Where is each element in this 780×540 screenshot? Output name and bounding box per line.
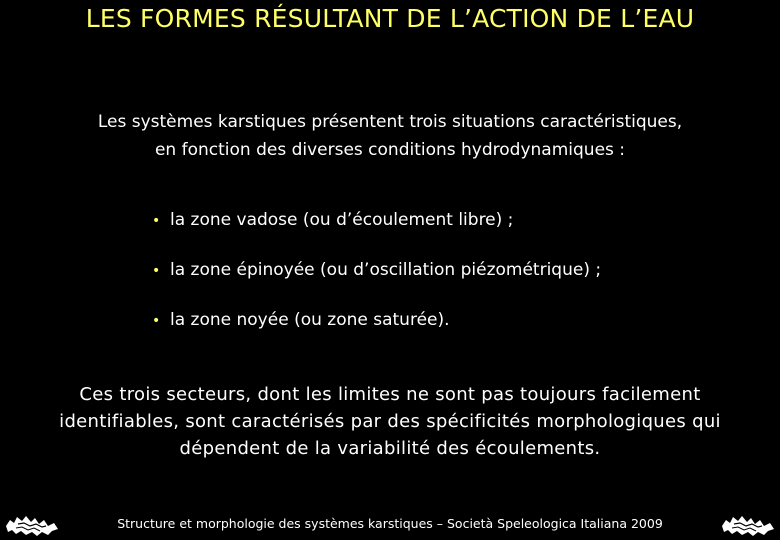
conclusion-line: dépendent de la variabilité des écoulements.	[179, 438, 601, 459]
list-item-text: la zone noyée (ou zone saturée).	[170, 310, 450, 330]
conclusion-paragraph	[20, 381, 760, 462]
conclusion-line: identifiables, sont caractérisés par des spécificités morphologiques qui	[59, 411, 721, 432]
slide-title: LES FORMES RÉSULTANT DE L’ACTION DE L’EAU	[85, 4, 695, 33]
intro-line: en fonction des diverses conditions hydrodynamiques :	[154, 140, 626, 160]
intro-line: Les systèmes karstiques présentent trois situations caractéristiques,	[97, 112, 683, 132]
bullet-icon: •	[152, 313, 161, 329]
list-item	[152, 307, 601, 357]
bullet-icon: •	[152, 263, 161, 279]
list-item-text: la zone épinoyée (ou d’oscillation piézométrique) ;	[170, 260, 602, 280]
intro-paragraph	[20, 108, 760, 164]
footer-credit: Structure et morphologie des systèmes karstiques – Società Speleologica Italiana 2009	[117, 516, 663, 531]
zone-list	[152, 207, 601, 357]
list-item	[152, 257, 601, 307]
conclusion-line: Ces trois secteurs, dont les limites ne sont pas toujours facilement	[79, 384, 701, 405]
list-item-text: la zone vadose (ou d’écoulement libre) ;	[170, 210, 514, 230]
list-item	[152, 207, 601, 257]
bullet-icon: •	[152, 213, 161, 229]
society-logo-icon	[720, 512, 776, 538]
